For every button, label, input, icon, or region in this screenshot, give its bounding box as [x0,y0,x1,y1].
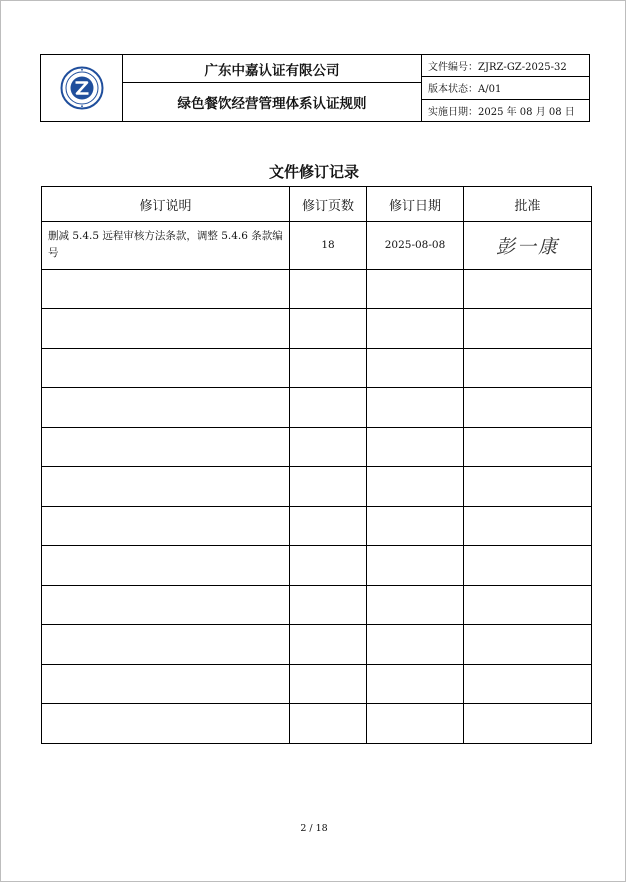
table-row-empty [42,309,592,349]
approval-signature [464,222,592,270]
table-row-empty [42,388,592,428]
empty-cell [464,585,592,625]
empty-cell [464,388,592,428]
empty-cell [290,704,367,744]
empty-cell [290,546,367,586]
empty-cell [367,506,464,546]
empty-cell [367,269,464,309]
empty-cell [464,664,592,704]
empty-cell [367,546,464,586]
empty-cell [42,388,290,428]
empty-cell [42,704,290,744]
empty-cell [367,585,464,625]
empty-cell [290,388,367,428]
empty-cell [464,348,592,388]
empty-cell [42,506,290,546]
table-row-empty [42,269,592,309]
table-row [42,222,592,270]
empty-cell [464,625,592,665]
empty-cell [290,309,367,349]
revision-table [41,186,592,744]
empty-cell [464,506,592,546]
empty-cell [42,664,290,704]
document-info [422,55,589,121]
company-logo-cell [41,55,123,121]
empty-cell [42,585,290,625]
empty-cell [290,625,367,665]
empty-cell [290,269,367,309]
table-row-empty [42,625,592,665]
version-status: 版本状态：A/01 [422,76,589,98]
empty-cell [42,427,290,467]
page-number: 2 / 18 [300,823,328,834]
empty-cell [367,309,464,349]
empty-cell [290,348,367,388]
revision-date: 2025-08-08 [367,222,464,270]
empty-cell [42,309,290,349]
company-name: 广东中嘉认证有限公司 [123,55,421,83]
effective-date: 实施日期：2025 年 08 月 08 日 [422,99,589,121]
empty-cell [42,348,290,388]
section-title: 文件修订记录 [268,163,359,181]
empty-cell [42,625,290,665]
table-row-empty [42,427,592,467]
column-header-approval: 批准 [464,187,592,222]
empty-cell [464,467,592,507]
empty-cell [290,467,367,507]
empty-cell [464,427,592,467]
empty-cell [464,546,592,586]
empty-cell [42,546,290,586]
table-row-empty [42,506,592,546]
empty-cell [367,427,464,467]
title-cell [123,55,422,121]
empty-cell [464,704,592,744]
table-row-empty [42,664,592,704]
column-header-pages: 修订页数 [290,187,367,222]
table-row-empty [42,546,592,586]
empty-cell [464,269,592,309]
company-logo-icon [60,66,104,110]
table-row-empty [42,467,592,507]
document-header [40,54,590,122]
empty-cell [290,664,367,704]
empty-cell [290,506,367,546]
column-header-date: 修订日期 [367,187,464,222]
empty-cell [367,388,464,428]
column-header-description: 修订说明 [42,187,290,222]
empty-cell [42,467,290,507]
empty-cell [367,348,464,388]
empty-cell [42,269,290,309]
empty-cell [290,427,367,467]
empty-cell [367,664,464,704]
empty-cell [367,467,464,507]
table-header-row [42,187,592,222]
empty-cell [367,625,464,665]
empty-cell [464,309,592,349]
table-row-empty [42,704,592,744]
table-row-empty [42,585,592,625]
document-title: 绿色餐饮经营管理体系认证规则 [177,96,367,112]
signature-image: 彭一康 [495,235,559,258]
empty-cell [367,704,464,744]
empty-cell [290,585,367,625]
revision-description: 删减 5.4.5 远程审核方法条款，调整 5.4.6 条款编号 [42,222,290,270]
table-row-empty [42,348,592,388]
file-number: 文件编号：ZJRZ-GZ-2025-32 [428,62,567,74]
revision-pages: 18 [290,222,367,270]
